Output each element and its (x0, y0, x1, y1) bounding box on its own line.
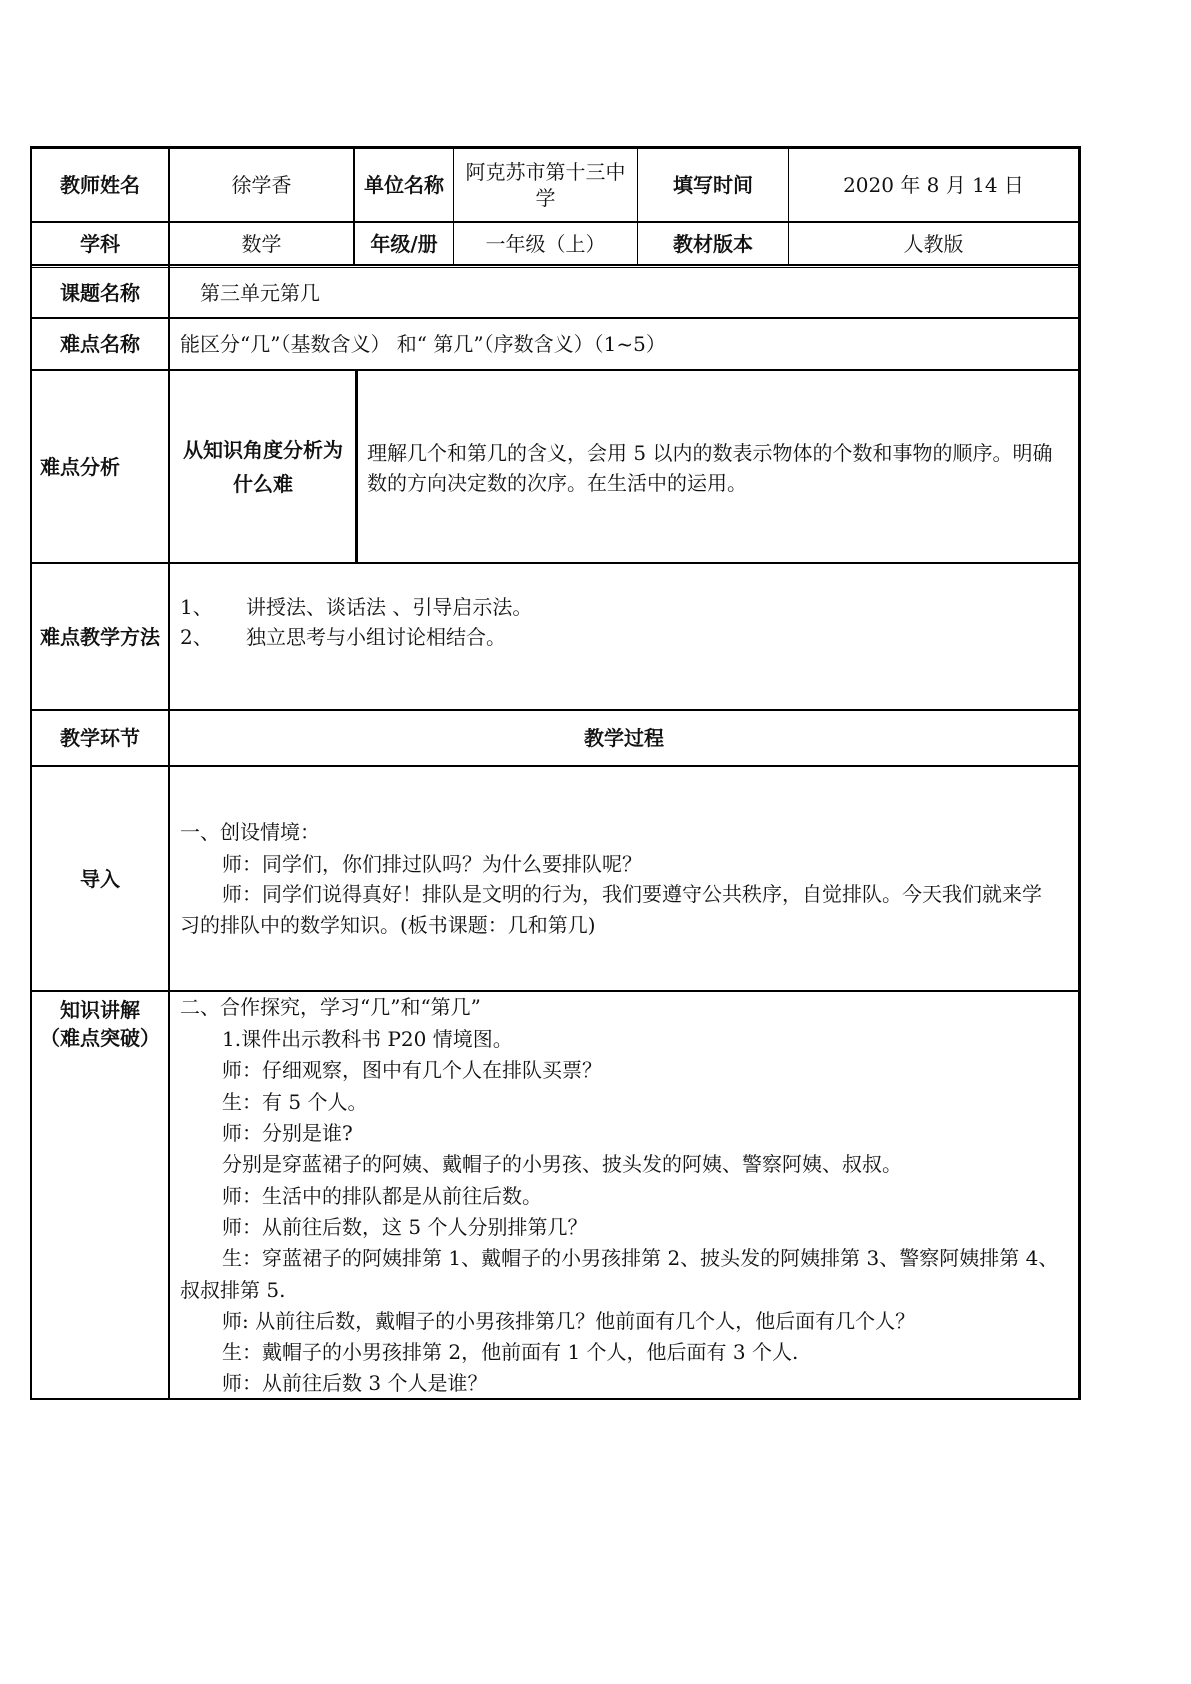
knowledge-line-7: 师：生活中的排队都是从前往后数。 (222, 1184, 542, 1208)
topic-value: 第三单元第几 (200, 280, 320, 305)
teaching-process-header: 教学过程 (584, 726, 664, 750)
fill-date-value: 2020 年 8 月 14 日 (843, 173, 1024, 197)
method-item-2-text: 独立思考与小组讨论相结合。 (246, 625, 506, 649)
edition-value: 人教版 (903, 231, 964, 256)
teaching-stage-header: 教学环节 (60, 726, 140, 750)
knowledge-line-8: 师：从前往后数，这 5 个人分别排第几？ (222, 1215, 588, 1239)
unit-name-line-1: 阿克苏市第十三中 (465, 160, 626, 184)
grade-label: 年级/册 (370, 231, 438, 256)
column-divider (168, 146, 170, 1400)
difficulty-value: 能区分“几”（基数含义） 和“ 第几”（序数含义）（1~5） (180, 332, 666, 356)
intro-line-2: 师：同学们，你们排过队吗？为什么要排队呢？ (222, 852, 642, 876)
column-divider (355, 369, 358, 563)
row-divider (30, 562, 1080, 564)
grade-value: 一年级（上） (485, 231, 606, 256)
difficulty-label: 难点名称 (60, 332, 140, 356)
fill-date-label: 填写时间 (673, 173, 753, 197)
table-border-bottom (30, 1398, 1080, 1400)
knowledge-line-12: 生：戴帽子的小男孩排第 2，他前面有 1 个人，他后面有 3 个人. (222, 1340, 799, 1364)
analysis-text-line-1: 理解几个和第几的含义，会用 5 以内的数表示物体的个数和事物的顺序。明确 (367, 441, 1053, 465)
intro-line-4: 习的排队中的数学知识。(板书课题：几和第几) (180, 913, 596, 937)
intro-line-1: 一、创设情境： (180, 820, 320, 844)
knowledge-line-6: 分别是穿蓝裙子的阿姨、戴帽子的小男孩、披头发的阿姨、警察阿姨、叔叔。 (222, 1152, 902, 1176)
analysis-sub-label (172, 371, 354, 562)
analysis-label: 难点分析 (40, 454, 120, 479)
analysis-text-line-2: 数的方向决定数的次序。在生活中的运用。 (367, 471, 747, 495)
knowledge-line-3: 师：仔细观察，图中有几个人在排队买票？ (222, 1058, 602, 1082)
topic-label: 课题名称 (60, 280, 140, 305)
knowledge-line-1: 二、合作探究，学习“几”和“第几” (180, 995, 481, 1019)
subject-value: 数学 (241, 231, 282, 256)
table-border-right (1078, 146, 1081, 1400)
teacher-name-label: 教师姓名 (60, 173, 140, 197)
knowledge-line-4: 生：有 5 个人。 (222, 1090, 368, 1114)
knowledge-label-line-2: （难点突破） (40, 1026, 160, 1050)
knowledge-label (32, 994, 168, 1054)
unit-name-value (454, 149, 637, 221)
knowledge-line-11: 师: 从前往后数，戴帽子的小男孩排第几？他前面有几个人，他后面有几个人？ (222, 1309, 916, 1333)
knowledge-line-2: 1.课件出示教科书 P20 情境图。 (222, 1027, 513, 1051)
row-divider (30, 765, 1080, 767)
unit-name-label: 单位名称 (364, 173, 444, 197)
knowledge-line-10: 叔叔排第 5. (180, 1278, 286, 1302)
unit-name-line-2: 学 (535, 186, 556, 210)
subject-label: 学科 (80, 231, 120, 256)
knowledge-label-line-1: 知识讲解 (60, 998, 140, 1022)
method-item-2-num: 2、 (180, 625, 213, 649)
edition-label: 教材版本 (673, 231, 753, 256)
intro-line-3: 师：同学们说得真好！排队是文明的行为，我们要遵守公共秩序，自觉排队。今天我们就来学 (222, 882, 1042, 906)
row-divider (30, 264, 1080, 266)
method-item-1-text: 讲授法、谈话法 、引导启示法。 (246, 595, 533, 619)
knowledge-line-9: 生：穿蓝裙子的阿姨排第 1、戴帽子的小男孩排第 2、披头发的阿姨排第 3、警察阿姨排第 4、 (222, 1246, 1059, 1270)
analysis-sub-label-line-2: 什么难 (233, 471, 293, 496)
analysis-sub-label-line-1: 从知识角度分析为 (183, 437, 343, 462)
teacher-name-value: 徐学香 (231, 173, 292, 197)
knowledge-line-13: 师：从前往后数 3 个人是谁？ (222, 1371, 488, 1395)
method-item-1-num: 1、 (180, 595, 213, 619)
methods-label: 难点教学方法 (40, 624, 160, 649)
knowledge-line-5: 师：分别是谁? (222, 1121, 353, 1145)
intro-label: 导入 (80, 866, 120, 891)
